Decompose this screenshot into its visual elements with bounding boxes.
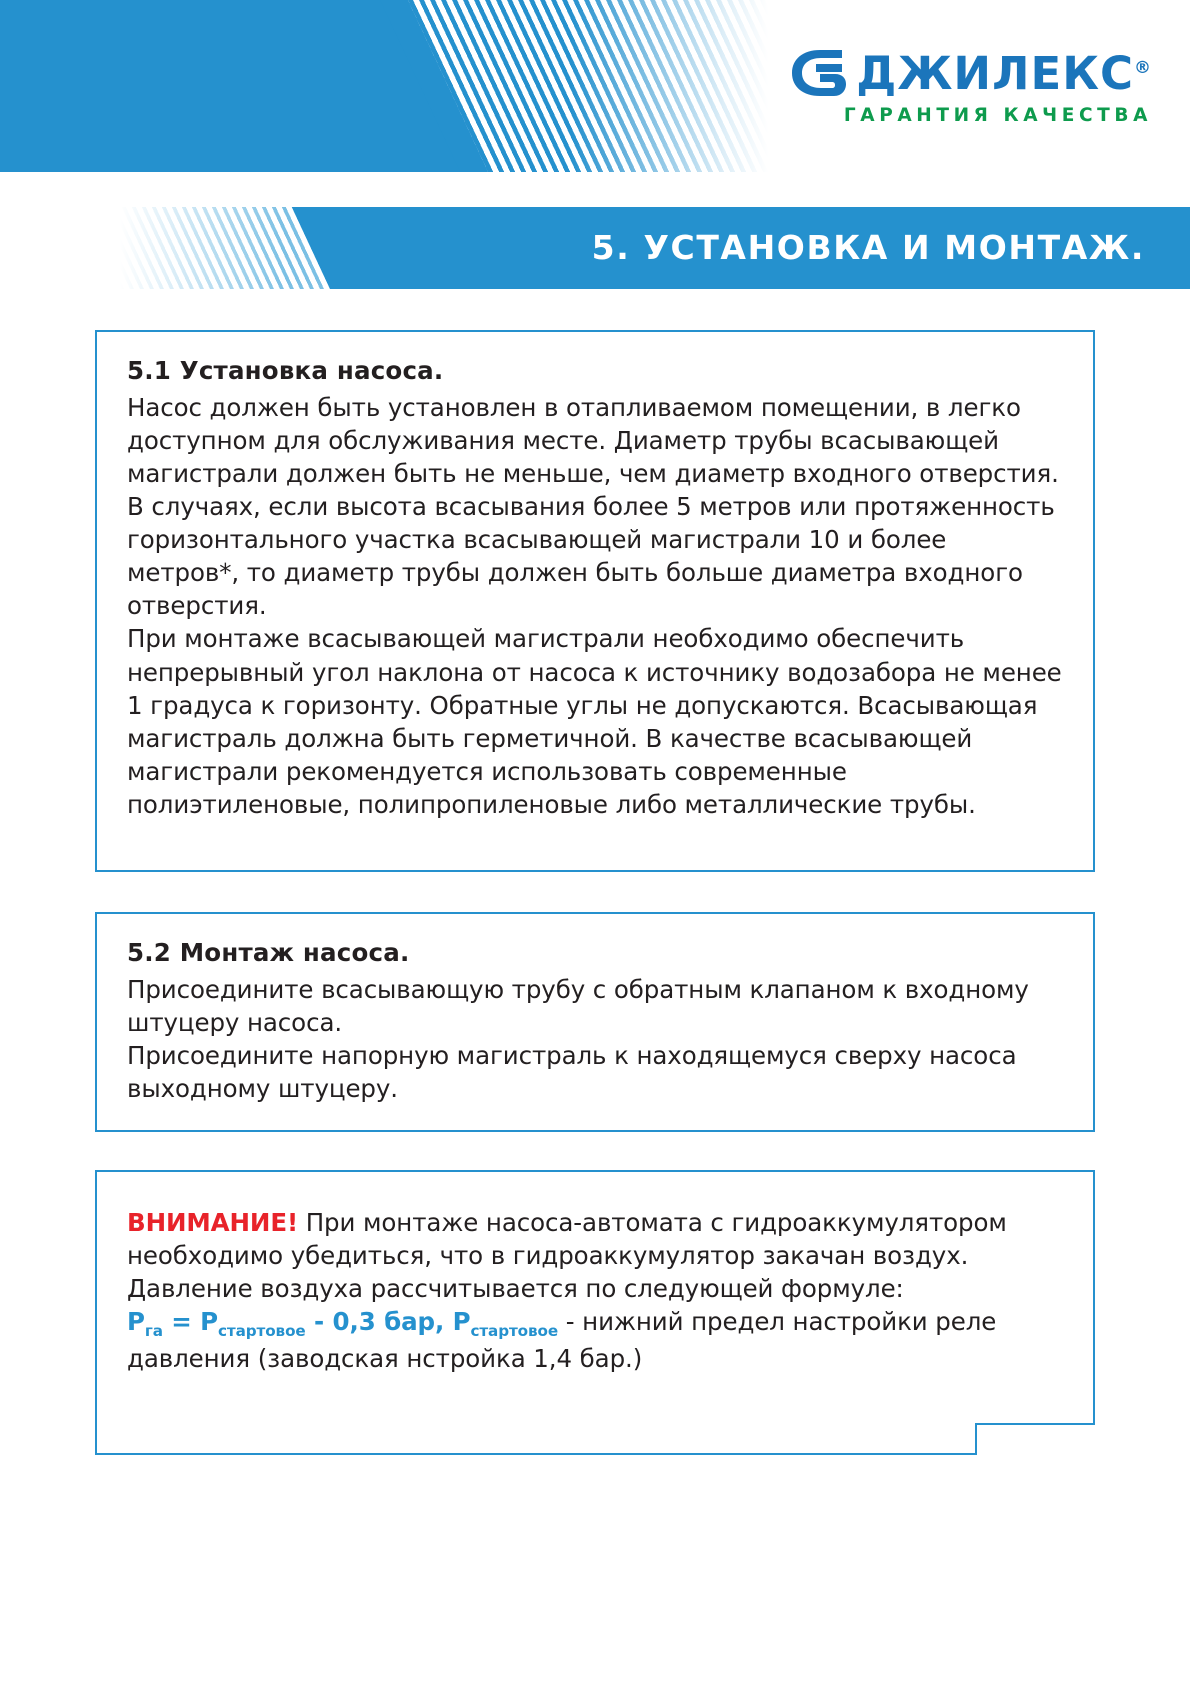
pressure-formula: $P_{га} = P_{стартовое} - 0,3$ бар, $P_{стартовое}$ bbox=[127, 1307, 559, 1341]
brand-tagline: ГАРАНТИЯ КАЧЕСТВА bbox=[843, 105, 1152, 126]
paragraph: При монтаже всасывающей магистрали необходимо обеспечить непрерывный угол наклона от насоса к источнику водозабора не менее 1 градуса к горизонту. Обратные углы не допускаются. Всасывающая магистраль должна быть герметичной. В качестве всасывающей магистрали рекомендуется использовать современные полиэтиленовые, полипропиленовые либо металлические трубы. bbox=[127, 624, 1062, 819]
header-stripe-pattern bbox=[408, 0, 768, 172]
warning-label: ВНИМАНИЕ! bbox=[127, 1208, 299, 1237]
warning-formula-note: - нижний предел настройки реле давления (заводская нстройка 1,4 бар.) bbox=[127, 1307, 997, 1373]
brand-logo bbox=[790, 48, 1152, 126]
section-title: 5. УСТАНОВКА И МОНТАЖ. bbox=[591, 228, 1145, 267]
section-title-bar bbox=[0, 207, 1190, 289]
warning-paragraph bbox=[127, 1206, 1063, 1305]
block-body-5-2 bbox=[127, 973, 1063, 1105]
section-block-5-1 bbox=[95, 330, 1095, 872]
jeelex-logo-icon bbox=[790, 48, 848, 98]
warning-formula-paragraph bbox=[127, 1305, 1063, 1374]
section-block-5-2 bbox=[95, 912, 1095, 1132]
paragraph: Присоедините напорную магистраль к находящемуся сверху насоса выходному штуцеру. bbox=[127, 1041, 1017, 1104]
paragraph: Присоедините всасывающую трубу с обратным клапаном к входному штуцеру насоса. bbox=[127, 975, 1029, 1038]
paragraph: Насос должен быть установлен в отапливаемом помещении, в легко доступном для обслуживания месте. Диаметр трубы всасывающей магистрали должен быть не меньше, чем диаметр входного отверстия. В случаях, если высота всасывания более 5 метров или протяженность горизонтального участка всасывающей магистрали 10 и более метров*, то диаметр трубы должен быть больше диаметра входного отверстия. bbox=[127, 393, 1059, 621]
registered-mark: ® bbox=[1134, 57, 1152, 78]
block-heading-5-1: 5.1 Установка насоса. bbox=[127, 356, 444, 385]
block-body-5-1 bbox=[127, 391, 1063, 821]
warning-text: При монтаже насоса-автомата с гидроаккумулятором необходимо убедиться, что в гидроаккумулятор закачан воздух. Давление воздуха рассчитывается по следующей формуле: bbox=[127, 1208, 1007, 1304]
brand-name: ДЖИЛЕКС® bbox=[856, 46, 1152, 100]
corner-notch bbox=[975, 1423, 1095, 1455]
block-heading-5-2: 5.2 Монтаж насоса. bbox=[127, 938, 410, 967]
page-header bbox=[0, 0, 1190, 172]
warning-block bbox=[95, 1170, 1095, 1455]
warning-body bbox=[127, 1206, 1063, 1375]
